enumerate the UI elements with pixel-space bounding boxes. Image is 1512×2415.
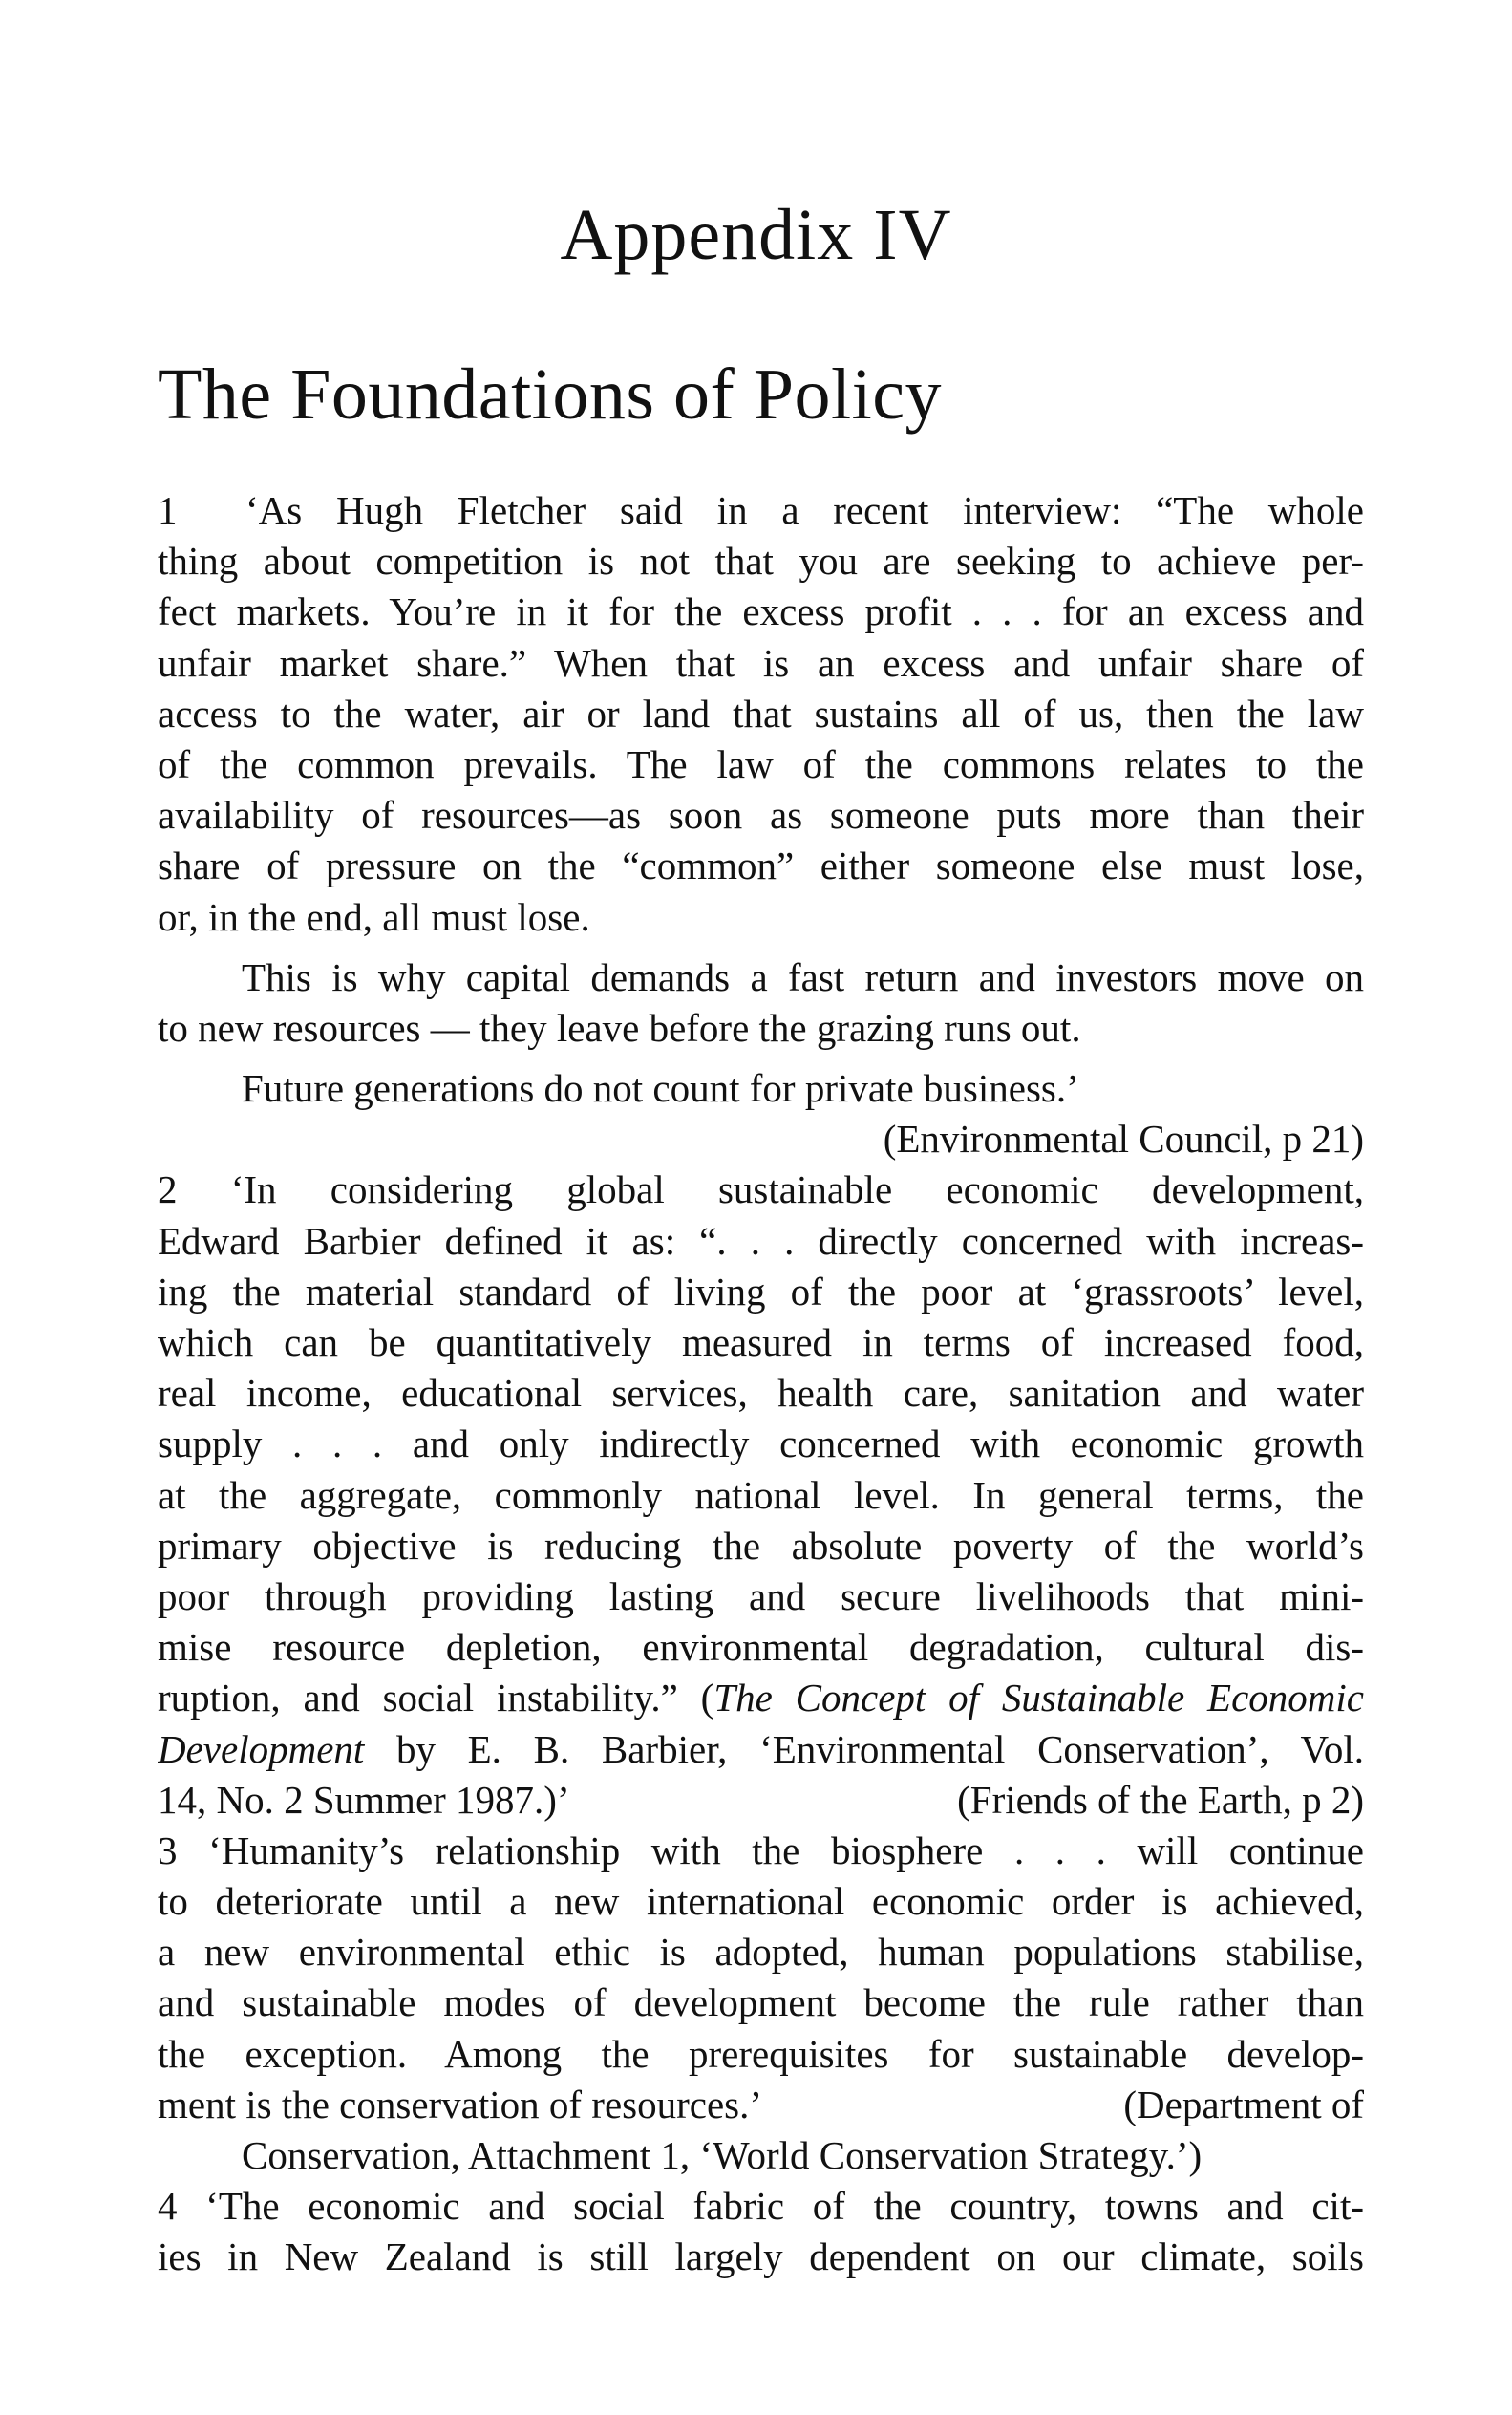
text-line: This is why capital demands a fast return and investors move on: [242, 954, 1364, 999]
text-line: ing the material standard of living of the poor at ‘grassroots’ level,: [158, 1269, 1364, 1314]
chapter-title: The Foundations of Policy: [158, 354, 943, 435]
text-line: 4 ‘The economic and social fabric of the country, towns and cit-: [158, 2184, 1364, 2229]
text-line: 3 ‘Humanity’s relationship with the biosphere . . . will continue: [158, 1827, 1364, 1872]
text-line: to new resources — they leave before the grazing runs out.: [158, 1005, 1081, 1050]
text-run: ruption, and social instability.” (: [158, 1676, 714, 1720]
text-line: fect markets. You’re in it for the excess profit . . . for an excess and: [158, 589, 1364, 634]
text-line: [158, 1724, 1364, 1775]
body-text: [158, 485, 1364, 2283]
text-line: supply . . . and only indirectly concerned with economic growth: [158, 1421, 1364, 1466]
text-line: of the common prevails. The law of the commons relates to the: [158, 741, 1364, 786]
book-title-italic: Development: [158, 1726, 365, 1771]
appendix-label: Appendix IV: [560, 195, 952, 275]
attribution: (Environmental Council, p 21): [883, 1117, 1364, 1162]
text-run: by E. B. Barbier, ‘Environmental Conservation’, Vol.: [364, 1726, 1364, 1771]
text-line: availability of resources—as soon as someone puts more than their: [158, 793, 1364, 838]
section-3: [158, 1826, 1364, 2181]
text-line: or, in the end, all must lose.: [158, 894, 590, 939]
text-line: a new environmental ethic is adopted, human populations stabilise,: [158, 1930, 1364, 1975]
text-line: Future generations do not count for private business.’: [242, 1066, 1079, 1111]
text-line: [158, 1673, 1364, 1723]
text-line: 1 ‘As Hugh Fletcher said in a recent interview: “The whole: [158, 488, 1364, 532]
text-run: ment is the conservation of resources.’: [158, 2082, 763, 2126]
text-line: to deteriorate until a new international economic order is achieved,: [158, 1879, 1364, 1924]
text-line: and sustainable modes of development become the rule rather than: [158, 1980, 1364, 2025]
text-line: the exception. Among the prerequisites for sustainable develop-: [158, 2031, 1364, 2076]
attribution: (Friends of the Earth, p 2): [957, 1777, 1364, 1822]
text-line: poor through providing lasting and secure livelihoods that mini-: [158, 1573, 1364, 1618]
text-line: ies in New Zealand is still largely dependent on our climate, soils: [158, 2234, 1364, 2279]
text-line: primary objective is reducing the absolute poverty of the world’s: [158, 1523, 1364, 1568]
section-1: [158, 485, 1364, 1165]
text-line: [158, 1775, 1364, 1826]
text-line: 2 ‘In considering global sustainable economic development,: [158, 1167, 1364, 1212]
text-line: unfair market share.” When that is an excess and unfair share of: [158, 640, 1364, 685]
attribution: (Department of: [1123, 2082, 1364, 2126]
text-line: [158, 2080, 1364, 2130]
text-line: at the aggregate, commonly national level. In general terms, the: [158, 1472, 1364, 1517]
citation-text: 14, No. 2 Summer 1987.)’: [158, 1777, 570, 1822]
book-title-italic: The Concept of Sustainable Economic: [713, 1676, 1364, 1720]
text-line: access to the water, air or land that sustains all of us, then the law: [158, 691, 1364, 736]
text-line: Edward Barbier defined it as: “. . . directly concerned with increas-: [158, 1218, 1364, 1263]
text-line: which can be quantitatively measured in terms of increased food,: [158, 1320, 1364, 1364]
attribution: Conservation, Attachment 1, ‘World Conservation Strategy.’): [242, 2133, 1203, 2177]
text-line: real income, educational services, health care, sanitation and water: [158, 1371, 1364, 1416]
text-line: share of pressure on the “common” either someone else must lose,: [158, 844, 1364, 888]
text-line: thing about competition is not that you are seeking to achieve per-: [158, 539, 1364, 584]
section-4: [158, 2181, 1364, 2282]
section-2: [158, 1165, 1364, 1825]
text-line: mise resource depletion, environmental degradation, cultural dis-: [158, 1625, 1364, 1670]
